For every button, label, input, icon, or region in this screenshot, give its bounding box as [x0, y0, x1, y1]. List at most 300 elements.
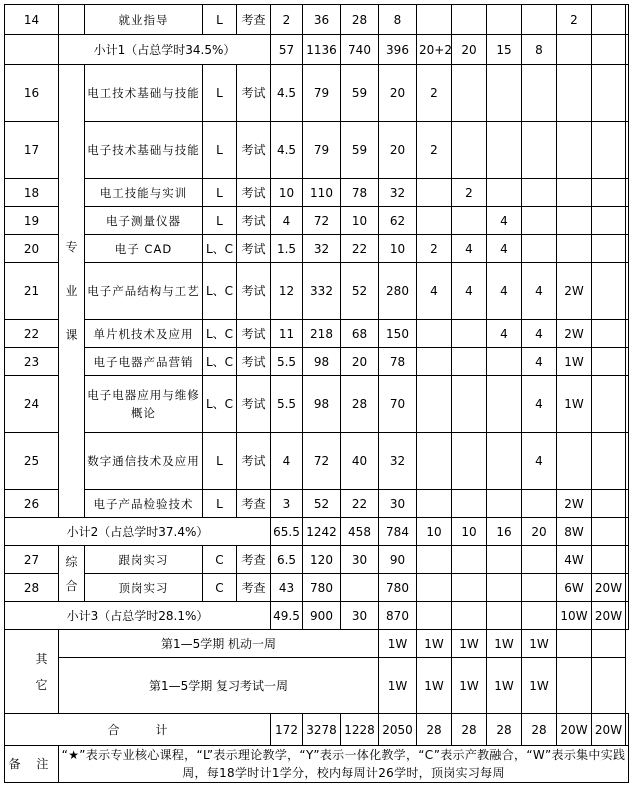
category-cell: [59, 5, 85, 35]
teaching-type-cell: L: [203, 490, 237, 518]
semester-hours-cell: 2: [452, 179, 487, 207]
subtotal-label: 小计3（占总学时28.1%）: [5, 602, 271, 630]
total-th-cell: 1228: [341, 714, 379, 746]
semester-hours-cell: [522, 490, 557, 518]
h-cell: 120: [303, 546, 341, 574]
table-row: [5, 630, 629, 658]
semester-hours-cell: 4: [487, 263, 522, 320]
semester-hours-cell: 2W: [557, 320, 592, 348]
table-row: [5, 235, 629, 263]
semester-hours-cell: [592, 376, 626, 433]
semester-hours-cell: [626, 518, 629, 546]
semester-hours-cell: [452, 65, 487, 122]
seq-number-cell: 23: [5, 348, 59, 376]
course-name-cell: 数字通信技术及应用: [85, 433, 203, 490]
teaching-type-cell: L、C: [203, 320, 237, 348]
semester-hours-cell: 2W: [557, 263, 592, 320]
table-row: [5, 574, 629, 602]
course-name-cell: 跟岗实习: [85, 546, 203, 574]
table-row: [5, 207, 629, 235]
semester-hours-cell: 28: [487, 714, 522, 746]
teaching-type-cell: L、C: [203, 235, 237, 263]
other-item-name: 第1—5学期 机动一周: [59, 630, 379, 658]
h-cell: 98: [303, 348, 341, 376]
exam-type-cell: 考查: [237, 574, 271, 602]
h-cell: 218: [303, 320, 341, 348]
th-cell: 59: [341, 65, 379, 122]
semester-hours-cell: [487, 348, 522, 376]
semester-hours-cell: 20: [452, 35, 487, 65]
cr-cell: 4: [271, 207, 303, 235]
semester-hours-cell: 6W: [557, 574, 592, 602]
subtotal-pr-cell: 870: [379, 602, 417, 630]
semester-hours-cell: [626, 714, 629, 746]
subtotal-pr-cell: 396: [379, 35, 417, 65]
semester-hours-cell: 20: [522, 518, 557, 546]
table-row: [5, 5, 629, 35]
semester-hours-cell: 1W: [522, 630, 557, 658]
semester-hours-cell: 4W: [557, 546, 592, 574]
semester-hours-cell: [522, 65, 557, 122]
total-cr-cell: 172: [271, 714, 303, 746]
subtotal-h-cell: 1136: [303, 35, 341, 65]
semester-hours-cell: [452, 602, 487, 630]
seq-number-cell: 28: [5, 574, 59, 602]
semester-hours-cell: [626, 433, 629, 490]
semester-hours-cell: 4: [522, 320, 557, 348]
pr-cell: 70: [379, 376, 417, 433]
semester-hours-cell: [626, 348, 629, 376]
pr-cell: 780: [379, 574, 417, 602]
semester-hours-cell: [626, 263, 629, 320]
semester-hours-cell: [557, 433, 592, 490]
semester-hours-cell: [417, 574, 452, 602]
semester-hours-cell: [592, 348, 626, 376]
h-cell: 32: [303, 235, 341, 263]
category-zhuanye-cell: [59, 65, 85, 518]
pr-cell: 10: [379, 235, 417, 263]
pr-cell: 62: [379, 207, 417, 235]
pr-cell: 20: [379, 65, 417, 122]
exam-type-cell: 考试: [237, 263, 271, 320]
seq-number-cell: 27: [5, 546, 59, 574]
semester-hours-cell: [557, 658, 592, 714]
subtotal-th-cell: 30: [341, 602, 379, 630]
subtotal-h-cell: 1242: [303, 518, 341, 546]
semester-hours-cell: [522, 179, 557, 207]
subtotal-label: 小计1（占总学时34.5%）: [59, 35, 271, 65]
subtotal-h-cell: 900: [303, 602, 341, 630]
h-cell: 98: [303, 376, 341, 433]
table-row: [5, 376, 629, 433]
pr-cell: 90: [379, 546, 417, 574]
semester-hours-cell: [417, 546, 452, 574]
semester-hours-cell: 10W: [557, 602, 592, 630]
notes-row: [5, 746, 629, 783]
semester-hours-cell: [626, 376, 629, 433]
semester-hours-cell: [417, 207, 452, 235]
table-row: [5, 65, 629, 122]
semester-hours-cell: [452, 574, 487, 602]
semester-hours-cell: 10: [417, 518, 452, 546]
table-row: [5, 433, 629, 490]
semester-hours-cell: 2: [417, 65, 452, 122]
th-cell: 20: [341, 348, 379, 376]
semester-hours-cell: [626, 320, 629, 348]
pr-cell: 78: [379, 348, 417, 376]
table-row: [5, 263, 629, 320]
semester-hours-cell: 4: [522, 376, 557, 433]
table-row: [5, 490, 629, 518]
th-cell: 10: [341, 207, 379, 235]
th-cell: 59: [341, 122, 379, 179]
pr-cell: 150: [379, 320, 417, 348]
subtotal-cr-cell: 49.5: [271, 602, 303, 630]
category-char: 专: [65, 240, 78, 254]
semester-hours-cell: [452, 5, 487, 35]
h-cell: 36: [303, 5, 341, 35]
seq-number-cell: 25: [5, 433, 59, 490]
exam-type-cell: 考试: [237, 235, 271, 263]
semester-hours-cell: [522, 574, 557, 602]
h-cell: 332: [303, 263, 341, 320]
subtotal-label: 小计2（占总学时37.4%）: [5, 518, 271, 546]
teaching-type-cell: L: [203, 433, 237, 490]
teaching-type-cell: L: [203, 207, 237, 235]
pr-cell: 32: [379, 179, 417, 207]
teaching-type-cell: L: [203, 5, 237, 35]
subtotal-pr-cell: 784: [379, 518, 417, 546]
semester-hours-cell: 4: [452, 235, 487, 263]
semester-hours-cell: 20W: [592, 602, 626, 630]
exam-type-cell: 考试: [237, 376, 271, 433]
semester-hours-cell: [592, 5, 626, 35]
exam-type-cell: 考查: [237, 546, 271, 574]
semester-hours-cell: [417, 433, 452, 490]
semester-hours-cell: 1W: [487, 630, 522, 658]
semester-hours-cell: [557, 207, 592, 235]
seq-number-cell: 26: [5, 490, 59, 518]
total-h-cell: 3278: [303, 714, 341, 746]
semester-hours-cell: [487, 574, 522, 602]
pr-cell: 8: [379, 5, 417, 35]
semester-hours-cell: 1W: [487, 658, 522, 714]
table-row: [5, 35, 629, 65]
semester-hours-cell: [417, 320, 452, 348]
semester-hours-cell: [592, 320, 626, 348]
course-name-cell: 电子产品结构与工艺: [85, 263, 203, 320]
semester-hours-cell: [522, 235, 557, 263]
semester-hours-cell: [487, 65, 522, 122]
teaching-type-cell: L: [203, 65, 237, 122]
semester-hours-cell: [592, 490, 626, 518]
semester-hours-cell: 2: [557, 5, 592, 35]
semester-hours-cell: 20+2: [417, 35, 452, 65]
semester-hours-cell: [626, 5, 629, 35]
semester-hours-cell: 1W: [557, 376, 592, 433]
subtotal-cr-cell: 57: [271, 35, 303, 65]
course-name-cell: 电子测量仪器: [85, 207, 203, 235]
th-cell: 28: [341, 5, 379, 35]
category-zonghe-cell: [59, 546, 85, 602]
semester-hours-cell: 1W: [557, 348, 592, 376]
h-cell: 52: [303, 490, 341, 518]
cr-cell: 11: [271, 320, 303, 348]
th-cell: 28: [341, 376, 379, 433]
other-label-char: 其: [35, 651, 48, 666]
cr-cell: 6.5: [271, 546, 303, 574]
semester-hours-cell: [592, 207, 626, 235]
semester-hours-cell: [626, 207, 629, 235]
semester-hours-cell: [522, 5, 557, 35]
th-cell: 78: [341, 179, 379, 207]
th-cell: [341, 574, 379, 602]
semester-hours-cell: [592, 179, 626, 207]
category-char: 课: [65, 328, 78, 342]
semester-hours-cell: [452, 348, 487, 376]
semester-hours-cell: 1W: [522, 658, 557, 714]
seq-number-cell: 18: [5, 179, 59, 207]
semester-hours-cell: [487, 602, 522, 630]
th-cell: 52: [341, 263, 379, 320]
semester-hours-cell: [626, 179, 629, 207]
seq-cell: [5, 35, 59, 65]
teaching-type-cell: L、C: [203, 263, 237, 320]
course-name-cell: 顶岗实习: [85, 574, 203, 602]
exam-type-cell: 考试: [237, 122, 271, 179]
semester-hours-cell: 4: [522, 433, 557, 490]
pr-cell: 280: [379, 263, 417, 320]
semester-hours-cell: 28: [522, 714, 557, 746]
semester-hours-cell: [417, 490, 452, 518]
subtotal-cr-cell: 65.5: [271, 518, 303, 546]
semester-hours-cell: [487, 5, 522, 35]
pr-cell: 32: [379, 433, 417, 490]
semester-hours-cell: 20W: [592, 574, 626, 602]
exam-type-cell: 考试: [237, 320, 271, 348]
semester-hours-cell: [522, 546, 557, 574]
cr-cell: 1.5: [271, 235, 303, 263]
teaching-type-cell: C: [203, 574, 237, 602]
semester-hours-cell: [417, 179, 452, 207]
exam-type-cell: 考试: [237, 65, 271, 122]
semester-hours-cell: [452, 376, 487, 433]
semester-hours-cell: [592, 35, 626, 65]
semester-hours-cell: [452, 433, 487, 490]
seq-number-cell: 24: [5, 376, 59, 433]
h-cell: 72: [303, 433, 341, 490]
semester-hours-cell: [626, 574, 629, 602]
semester-hours-cell: [522, 122, 557, 179]
cr-cell: 43: [271, 574, 303, 602]
semester-hours-cell: 1W: [379, 630, 417, 658]
other-item-name: 第1—5学期 复习考试一周: [59, 658, 379, 714]
notes-text: “★”表示专业核心课程，“L”表示理论教学，“Y”表示一体化教学，“C”表示产教融合，“W”表示集中实践周，每18学时计1学分，校内每周计26学时，顶岗实习每周: [59, 746, 629, 783]
category-char: 合: [65, 578, 78, 593]
exam-type-cell: 考试: [237, 433, 271, 490]
semester-hours-cell: [592, 546, 626, 574]
total-row: [5, 714, 629, 746]
seq-number-cell: 22: [5, 320, 59, 348]
h-cell: 79: [303, 65, 341, 122]
course-name-cell: 电工技术基础与技能: [85, 65, 203, 122]
semester-hours-cell: 4: [417, 263, 452, 320]
semester-hours-cell: 1W: [379, 658, 417, 714]
cr-cell: 12: [271, 263, 303, 320]
seq-number-cell: 19: [5, 207, 59, 235]
semester-hours-cell: 8W: [557, 518, 592, 546]
semester-hours-cell: [592, 235, 626, 263]
course-name-cell: 电子电器产品营销: [85, 348, 203, 376]
course-name-cell: 电子 CAD: [85, 235, 203, 263]
table-row: [5, 518, 629, 546]
semester-hours-cell: 8: [522, 35, 557, 65]
semester-hours-cell: 1W: [452, 630, 487, 658]
teaching-type-cell: C: [203, 546, 237, 574]
exam-type-cell: 考试: [237, 207, 271, 235]
semester-hours-cell: [417, 5, 452, 35]
semester-hours-cell: 28: [417, 714, 452, 746]
semester-hours-cell: [592, 658, 626, 714]
semester-hours-cell: 4: [487, 235, 522, 263]
semester-hours-cell: [592, 518, 626, 546]
exam-type-cell: 考查: [237, 5, 271, 35]
semester-hours-cell: [487, 433, 522, 490]
seq-number-cell: 21: [5, 263, 59, 320]
semester-hours-cell: [557, 65, 592, 122]
seq-number-cell: 16: [5, 65, 59, 122]
semester-hours-cell: 28: [452, 714, 487, 746]
total-pr-cell: 2050: [379, 714, 417, 746]
cr-cell: 5.5: [271, 348, 303, 376]
cr-cell: 4.5: [271, 122, 303, 179]
semester-hours-cell: 10: [452, 518, 487, 546]
semester-hours-cell: [557, 235, 592, 263]
semester-hours-cell: [557, 35, 592, 65]
cr-cell: 4: [271, 433, 303, 490]
seq-number-cell: 20: [5, 235, 59, 263]
seq-number-cell: 17: [5, 122, 59, 179]
th-cell: 68: [341, 320, 379, 348]
teaching-type-cell: L、C: [203, 348, 237, 376]
semester-hours-cell: [557, 122, 592, 179]
pr-cell: 20: [379, 122, 417, 179]
course-name-cell: 就业指导: [85, 5, 203, 35]
cr-cell: 4.5: [271, 65, 303, 122]
semester-hours-cell: [557, 179, 592, 207]
total-label: 合 计: [5, 714, 271, 746]
category-char: 业: [65, 284, 78, 298]
pr-cell: 30: [379, 490, 417, 518]
table-row: [5, 546, 629, 574]
semester-hours-cell: 15: [487, 35, 522, 65]
table-row: [5, 348, 629, 376]
course-name-cell: 电工技能与实训: [85, 179, 203, 207]
semester-hours-cell: [626, 546, 629, 574]
semester-hours-cell: [417, 602, 452, 630]
semester-hours-cell: [452, 490, 487, 518]
semester-hours-cell: [452, 546, 487, 574]
semester-hours-cell: [487, 179, 522, 207]
subtotal-th-cell: 458: [341, 518, 379, 546]
semester-hours-cell: [626, 65, 629, 122]
semester-hours-cell: 4: [487, 207, 522, 235]
semester-hours-cell: [522, 207, 557, 235]
curriculum-table: [4, 4, 629, 783]
semester-hours-cell: [592, 263, 626, 320]
semester-hours-cell: [626, 122, 629, 179]
th-cell: 22: [341, 235, 379, 263]
semester-hours-cell: [417, 376, 452, 433]
semester-hours-cell: [592, 65, 626, 122]
h-cell: 110: [303, 179, 341, 207]
semester-hours-cell: 16: [487, 518, 522, 546]
h-cell: 780: [303, 574, 341, 602]
course-name-cell: 电子电器应用与维修概论: [85, 376, 203, 433]
semester-hours-cell: [592, 433, 626, 490]
semester-hours-cell: 1W: [452, 658, 487, 714]
semester-hours-cell: [417, 348, 452, 376]
th-cell: 30: [341, 546, 379, 574]
category-char: 综: [65, 554, 78, 569]
course-name-cell: 电子产品检验技术: [85, 490, 203, 518]
semester-hours-cell: 4: [522, 263, 557, 320]
other-label-char: 它: [35, 677, 48, 692]
semester-hours-cell: [452, 320, 487, 348]
semester-hours-cell: [487, 376, 522, 433]
semester-hours-cell: 2W: [557, 490, 592, 518]
teaching-type-cell: L: [203, 179, 237, 207]
cr-cell: 10: [271, 179, 303, 207]
semester-hours-cell: [487, 122, 522, 179]
th-cell: 22: [341, 490, 379, 518]
teaching-type-cell: L、C: [203, 376, 237, 433]
semester-hours-cell: 1W: [417, 658, 452, 714]
semester-hours-cell: 2: [417, 235, 452, 263]
table-row: [5, 602, 629, 630]
h-cell: 79: [303, 122, 341, 179]
table-row: [5, 320, 629, 348]
cr-cell: 2: [271, 5, 303, 35]
table-row: [5, 122, 629, 179]
semester-hours-cell: [626, 490, 629, 518]
semester-hours-cell: [452, 122, 487, 179]
cr-cell: 3: [271, 490, 303, 518]
seq-number-cell: 14: [5, 5, 59, 35]
semester-hours-cell: [592, 122, 626, 179]
exam-type-cell: 考查: [237, 490, 271, 518]
semester-hours-cell: 20W: [557, 714, 592, 746]
semester-hours-cell: [452, 207, 487, 235]
course-name-cell: 电子技术基础与技能: [85, 122, 203, 179]
semester-hours-cell: [626, 35, 629, 65]
course-name-cell: 单片机技术及应用: [85, 320, 203, 348]
th-cell: 40: [341, 433, 379, 490]
exam-type-cell: 考试: [237, 179, 271, 207]
subtotal-th-cell: 740: [341, 35, 379, 65]
other-label-cell: [5, 630, 59, 714]
semester-hours-cell: 20W: [592, 714, 626, 746]
teaching-type-cell: L: [203, 122, 237, 179]
semester-hours-cell: 1W: [417, 630, 452, 658]
semester-hours-cell: 4: [522, 348, 557, 376]
semester-hours-cell: [487, 490, 522, 518]
exam-type-cell: 考试: [237, 348, 271, 376]
semester-hours-cell: 4: [452, 263, 487, 320]
semester-hours-cell: 2: [417, 122, 452, 179]
semester-hours-cell: [557, 630, 592, 658]
table-row: [5, 658, 629, 714]
